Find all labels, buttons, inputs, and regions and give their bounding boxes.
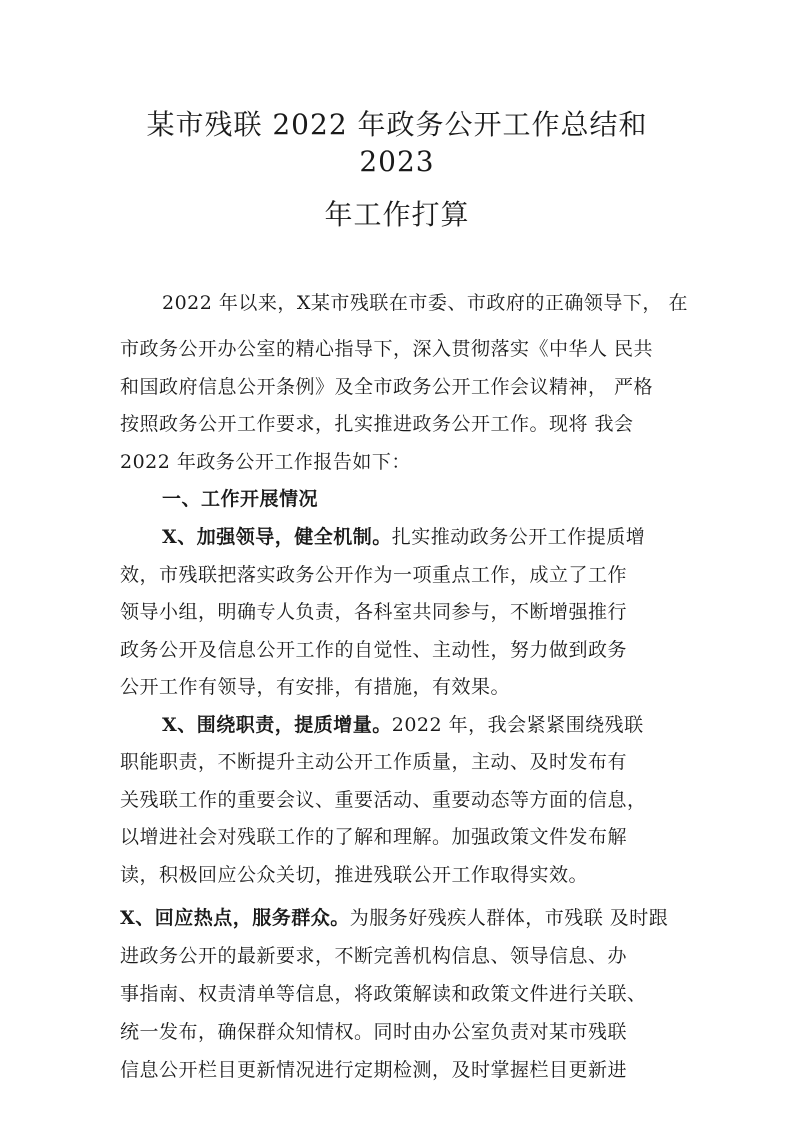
body-line: 信息公开栏目更新情况进行定期检测，及时掌握栏目更新进 (120, 1059, 628, 1081)
body-line: 以增进社会对残联工作的了解和理解。加强政策文件发布解 (120, 826, 628, 848)
body-line: 领导小组，明确专人负责，各科室共同参与，不断增强推行 (120, 601, 628, 623)
paragraph-text: 为服务好残疾人群体，市残联 及时跟 (349, 907, 669, 929)
paragraph-lead-line (120, 903, 668, 933)
paragraph-lead-line (162, 522, 645, 552)
body-line: 事指南、权责清单等信息，将政策解读和政策文件进行关联、 (120, 983, 647, 1005)
body-line: 和国政府信息公开条例》及全市政务公开工作会议精神， 严格 (120, 376, 654, 398)
paragraph-lead: X、加强领导，健全机制。 (162, 526, 392, 548)
body-line: 政务公开及信息公开工作的自觉性、主动性，努力做到政务 (120, 639, 628, 661)
body-line: 2022 年政务公开工作报告如下： (120, 451, 411, 473)
paragraph-text: 2022 年，我会紧紧围绕残联 (391, 714, 644, 736)
paragraph-text: 扎实推动政务公开工作提质增 (391, 526, 646, 548)
paragraph-lead: X、回应热点，服务群众。 (120, 907, 350, 929)
paragraph-lead-line (162, 710, 644, 740)
title-line-1: 某市残联 2022 年政务公开工作总结和 (146, 108, 648, 141)
body-line: 读，积极回应公众关切，推进残联公开工作取得实效。 (120, 864, 589, 886)
body-line: 职能职责，不断提升主动公开工作质量，主动、及时发布有 (120, 751, 628, 773)
body-line: 公开工作有领导，有安排，有措施，有效果。 (120, 676, 511, 698)
section-heading: 一、工作开展情况 (162, 488, 319, 510)
body-line: 统一发布，确保群众知情权。同时由办公室负责对某市残联 (120, 1021, 628, 1043)
body-line: 进政务公开的最新要求，不断完善机构信息、领导信息、办 (120, 945, 628, 967)
paragraph-lead: X、围绕职责，提质增量。 (162, 714, 392, 736)
body-line: 效，市残联把落实政务公开作为一项重点工作，成立了工作 (120, 564, 628, 586)
title-line-3: 年工作打算 (324, 198, 470, 231)
body-line: 市政务公开办公室的精心指导下，深入贯彻落实《中华人 民共 (120, 338, 654, 360)
title-line-2: 2023 (359, 145, 435, 178)
body-line: 2022 年以来，X某市残联在市委、市政府的正确领导下， 在 (162, 292, 688, 314)
body-line: 关残联工作的重要会议、重要活动、重要动态等方面的信息， (120, 789, 647, 811)
body-line: 按照政务公开工作要求，扎实推进政务公开工作。现将 我会 (120, 413, 634, 435)
